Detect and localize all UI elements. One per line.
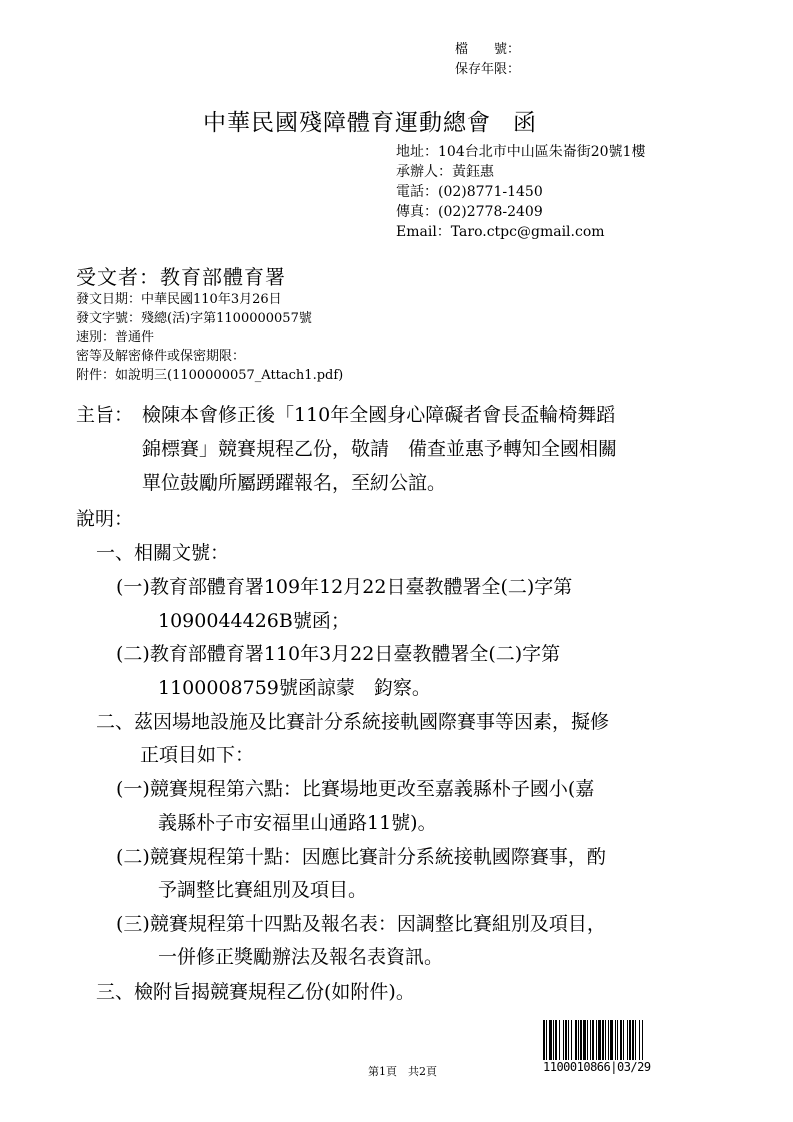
explanation-label: 說明： (76, 508, 134, 530)
item-2-c-line-2: 一併修正獎勵辦法及報名表資訊。 (158, 946, 444, 968)
barcode-bar (559, 1020, 560, 1060)
barcode-bar (596, 1020, 597, 1060)
issue-number: 發文字號：殘總(活)字第1100000057號 (76, 311, 312, 326)
barcode-bar (635, 1020, 636, 1060)
retention-period-label: 保存年限： (455, 62, 521, 77)
barcode-bar (583, 1020, 586, 1060)
barcode-bar (602, 1020, 604, 1060)
barcode-bar (639, 1020, 640, 1060)
barcode-bar (623, 1020, 624, 1060)
page-number: 第1頁 共2頁 (368, 1065, 437, 1078)
contact-phone: 電話：(02)8771-1450 (396, 184, 543, 200)
barcode-bar (608, 1020, 609, 1060)
item-2-title-line-2: 正項目如下： (140, 744, 255, 766)
item-2-a-line-1: (一)競賽規程第六點：比賽場地更改至嘉義縣朴子國小(嘉 (116, 778, 595, 800)
barcode-bar (615, 1020, 616, 1060)
barcode-bar (546, 1020, 547, 1060)
barcode-bar (642, 1020, 643, 1060)
barcode-bar (610, 1020, 613, 1060)
barcode-image (543, 1020, 679, 1060)
issue-date: 發文日期：中華民國110年3月26日 (76, 292, 282, 307)
item-2-c-line-1: (三)競賽規程第十四點及報名表：因調整比賽組別及項目， (116, 913, 606, 935)
contact-address: 地址：104台北市中山區朱崙街20號1樓 (396, 144, 646, 160)
organization-name: 中華民國殘障體育運動總會 (203, 110, 491, 136)
barcode-bar (555, 1020, 557, 1060)
barcode-text: 1100010866|03/29 (543, 1060, 651, 1074)
barcode-bar (620, 1020, 622, 1060)
item-2-title-line-1: 二、茲因場地設施及比賽計分系統接軌國際賽事等因素，擬修 (96, 711, 610, 733)
barcode-bar (587, 1020, 588, 1060)
barcode-bar (590, 1020, 591, 1060)
contact-email: Email：Taro.ctpc@gmail.com (396, 224, 605, 240)
subject-line-1: 檢陳本會修正後「110年全國身心障礙者會長盃輪椅舞蹈 (142, 404, 616, 426)
barcode-bar (578, 1020, 579, 1060)
barcode-bar (627, 1020, 628, 1060)
item-2-b-line-2: 予調整比賽組別及項目。 (158, 879, 368, 901)
barcode-bar (632, 1020, 634, 1060)
item-3: 三、檢附旨揭競賽規程乙份(如附件)。 (96, 981, 415, 1003)
barcode-bar (598, 1020, 601, 1060)
barcode-bar (563, 1020, 564, 1060)
delivery-speed: 速別：普通件 (76, 330, 155, 345)
barcode-bar (605, 1020, 606, 1060)
item-2-b-line-1: (二)競賽規程第十點：因應比賽計分系統接軌國際賽事，酌 (116, 846, 606, 868)
contact-fax: 傳真：(02)2778-2409 (396, 204, 543, 220)
recipient: 受文者：教育部體育署 (76, 265, 286, 289)
barcode-bar (592, 1020, 594, 1060)
barcode-bar (629, 1020, 631, 1060)
document-type: 函 (513, 110, 537, 136)
barcode-bar (568, 1020, 569, 1060)
barcode-bar (549, 1020, 552, 1060)
subject-line-3: 單位鼓勵所屬踴躍報名，至紉公誼。 (142, 472, 447, 494)
barcode-bar (565, 1020, 567, 1060)
barcode-bar (580, 1020, 582, 1060)
item-1-a-line-2: 1090044426B號函； (158, 610, 350, 632)
contact-handler: 承辦人：黃鈺惠 (396, 164, 494, 180)
meta-block (76, 290, 343, 385)
barcode-bar (571, 1020, 572, 1060)
subject-line-2: 錦標賽」競賽規程乙份，敬請 備查並惠予轉知全國相關 (142, 438, 618, 460)
barcode-bar (617, 1020, 618, 1060)
contact-block (396, 142, 645, 242)
subject-label: 主旨： (76, 404, 134, 426)
barcode-bar (543, 1020, 545, 1060)
item-1-b-line-2: 1100008759號函諒蒙 鈞察。 (158, 677, 431, 699)
file-number-label: 檔 號： (455, 42, 521, 57)
document-title (203, 104, 537, 137)
item-1-title: 一、相關文號： (96, 542, 230, 564)
barcode-bar (553, 1020, 554, 1060)
item-1-a-line-1: (一)教育部體育署109年12月22日臺教體署全(二)字第 (116, 576, 573, 598)
item-1-b-line-1: (二)教育部體育署110年3月22日臺教體署全(二)字第 (116, 643, 561, 665)
barcode-bar (575, 1020, 577, 1060)
secrecy-level: 密等及解密條件或保密期限： (76, 349, 246, 364)
attachment: 附件：如說明三(1100000057_Attach1.pdf) (76, 368, 344, 383)
item-2-a-line-2: 義縣朴子市安福里山通路11號)。 (158, 812, 437, 834)
